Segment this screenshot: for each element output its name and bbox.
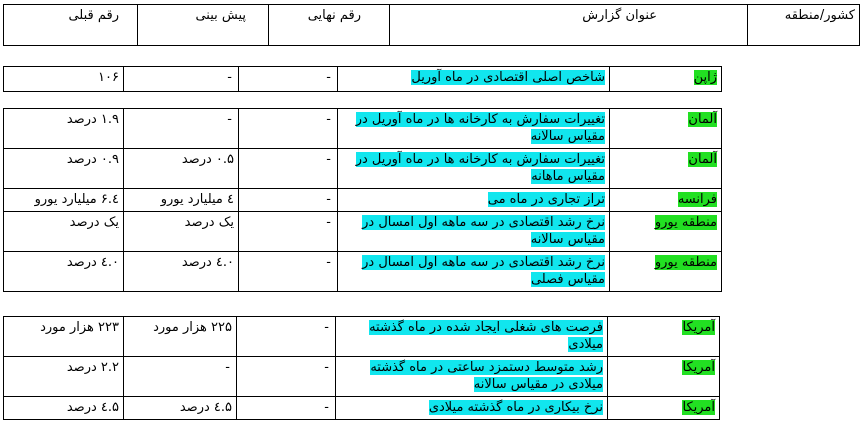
report-title: نرخ بیکاری در ماه گذشته میلادی xyxy=(428,400,603,415)
report-title: تغییرات سفارش به کارخانه ها در ماه آوریل در مقیاس سالانه xyxy=(355,112,605,144)
table-row xyxy=(4,212,722,252)
previous-value: یک درصد xyxy=(4,212,124,252)
group-japan xyxy=(3,66,722,92)
header-row xyxy=(4,5,860,46)
group-usa xyxy=(3,316,720,420)
table-row xyxy=(4,357,720,397)
previous-value: ۱.۹ درصد xyxy=(4,109,124,149)
country-cell: منطقه یورو xyxy=(654,255,717,270)
header-title: عنوان گزارش xyxy=(390,5,748,46)
forecast-value: ۰.٤ درصد xyxy=(124,252,239,292)
final-value: - xyxy=(239,252,338,292)
report-title: تغییرات سفارش به کارخانه ها در ماه آوریل در مقیاس ماهانه xyxy=(355,152,605,184)
country-cell: آمریکا xyxy=(682,400,715,415)
previous-value: ۵.٤ درصد xyxy=(4,397,124,420)
report-title: نرخ رشد اقتصادی در سه ماهه اول امسال در مقیاس سالانه xyxy=(362,215,605,247)
group-europe xyxy=(3,108,722,292)
previous-value: ۱۰۶ xyxy=(4,67,124,92)
table-row xyxy=(4,67,722,92)
forecast-value: - xyxy=(124,357,237,397)
report-title: نرخ رشد اقتصادی در سه ماهه اول امسال در مقیاس فصلی xyxy=(362,255,605,287)
country-cell: آلمان xyxy=(688,152,717,167)
report-title: تراز تجاری در ماه می xyxy=(487,192,605,207)
header-final: رقم نهایی xyxy=(269,5,390,46)
table-row xyxy=(4,252,722,292)
header-country: کشور/منطقه xyxy=(748,5,860,46)
table-row xyxy=(4,189,722,212)
country-cell: آمریکا xyxy=(682,320,715,335)
header-table xyxy=(3,4,860,46)
header-forecast: پیش بینی xyxy=(138,5,269,46)
report-title: رشد متوسط دستمزد ساعتی در ماه گذشته میلادی در مقیاس سالانه xyxy=(370,360,603,392)
header-previous: رقم قبلی xyxy=(4,5,138,46)
final-value: - xyxy=(237,317,336,357)
forecast-value: - xyxy=(124,109,239,149)
report-title: شاخص اصلی اقتصادی در ماه آوریل xyxy=(411,70,605,85)
report-title: فرصت های شغلی ایجاد شده در ماه گذشته میلادی xyxy=(369,320,603,352)
table-row xyxy=(4,109,722,149)
forecast-value: ۰.۵ درصد xyxy=(124,149,239,189)
final-value: - xyxy=(237,357,336,397)
previous-value: ٤.۶ میلیارد یورو xyxy=(4,189,124,212)
previous-value: ۲۲۳ هزار مورد xyxy=(4,317,124,357)
table-row xyxy=(4,397,720,420)
final-value: - xyxy=(239,109,338,149)
previous-value: ۰.٤ درصد xyxy=(4,252,124,292)
final-value: - xyxy=(237,397,336,420)
country-cell: ژاپن xyxy=(693,70,717,85)
final-value: - xyxy=(239,212,338,252)
table-row xyxy=(4,317,720,357)
forecast-value: ۲۲۵ هزار مورد xyxy=(124,317,237,357)
country-cell: آلمان xyxy=(688,112,717,127)
previous-value: ۲.۲ درصد xyxy=(4,357,124,397)
country-cell: منطقه یورو xyxy=(654,215,717,230)
forecast-value: ۵.٤ درصد xyxy=(124,397,237,420)
final-value: - xyxy=(239,189,338,212)
table-row xyxy=(4,149,722,189)
forecast-value: - xyxy=(124,67,239,92)
forecast-value: یک درصد xyxy=(124,212,239,252)
final-value: - xyxy=(239,67,338,92)
country-cell: فرانسه xyxy=(677,192,717,207)
previous-value: ۰.۹ درصد xyxy=(4,149,124,189)
country-cell: آمریکا xyxy=(682,360,715,375)
final-value: - xyxy=(239,149,338,189)
forecast-value: ٤ میلیارد یورو xyxy=(124,189,239,212)
